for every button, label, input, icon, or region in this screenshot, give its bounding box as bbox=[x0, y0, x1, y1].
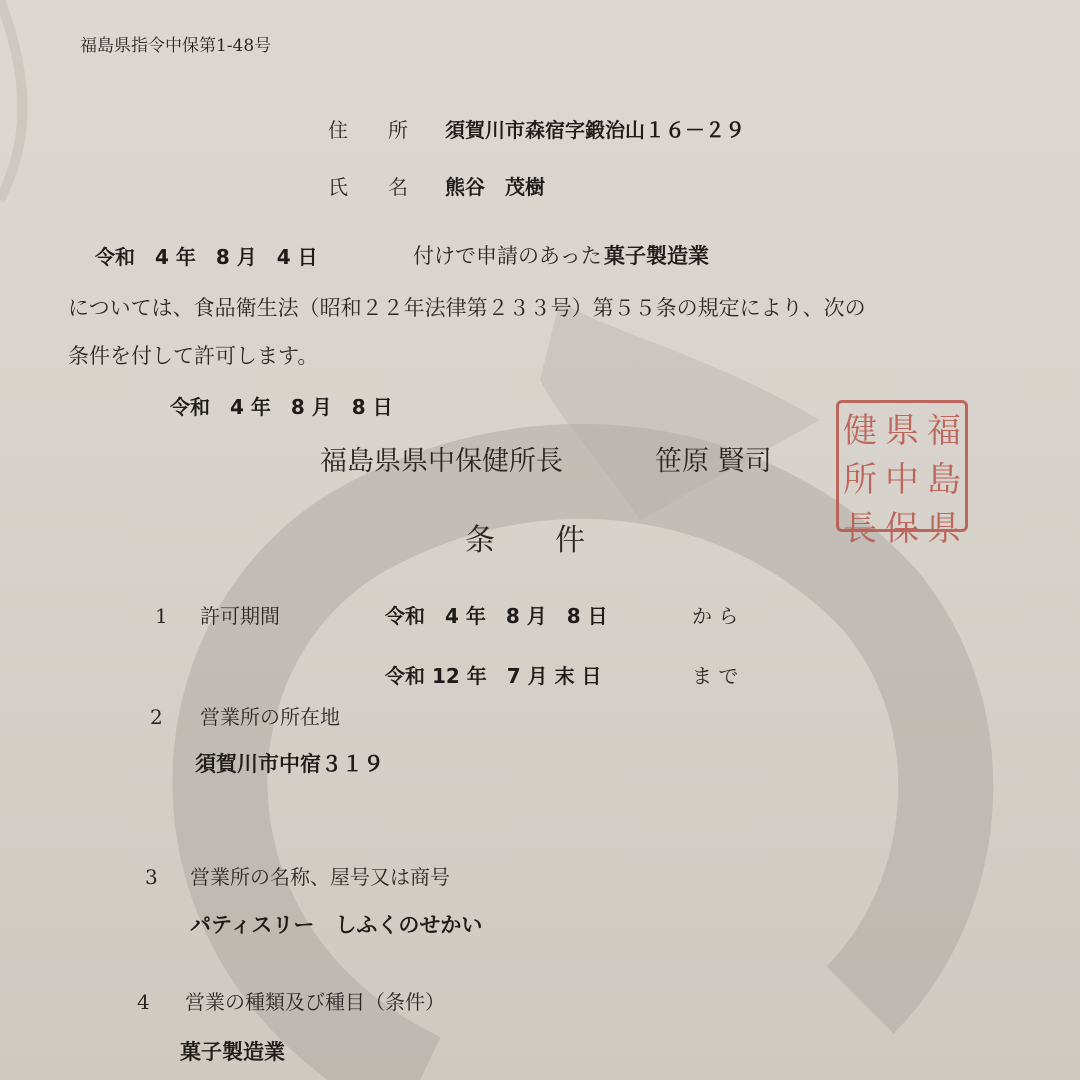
permit-to-date: 令和 12 年 7 月 末 日 bbox=[385, 664, 602, 688]
permit-from-suffix: か ら bbox=[692, 604, 739, 628]
condition-1-label: 許可期間 bbox=[200, 604, 280, 628]
condition-2-number: 2 bbox=[150, 705, 163, 729]
name-value: 熊谷 茂樹 bbox=[445, 175, 545, 199]
name-label: 氏 名 bbox=[328, 175, 408, 199]
seal-character: 県 bbox=[885, 411, 919, 451]
business-category: 菓子製造業 bbox=[180, 1040, 285, 1064]
seal-character: 所 bbox=[843, 460, 877, 500]
watermark-left-curve bbox=[0, 0, 23, 200]
condition-4-number: 4 bbox=[137, 990, 150, 1014]
application-text: 付けで申請のあった bbox=[413, 244, 602, 268]
seal-character: 中 bbox=[885, 460, 919, 500]
condition-3-label: 営業所の名称、屋号又は商号 bbox=[190, 865, 450, 889]
body-line-3: 条件を付して許可します。 bbox=[68, 344, 319, 368]
address-label: 住 所 bbox=[328, 118, 408, 142]
permit-to-suffix: ま で bbox=[692, 664, 739, 688]
issuer-title: 福島県県中保健所長 bbox=[320, 446, 563, 477]
business-name: パティスリー しふくのせかい bbox=[190, 913, 483, 937]
seal-character: 長 bbox=[843, 509, 877, 549]
permit-from-date: 令和 4 年 8 月 8 日 bbox=[385, 604, 608, 628]
condition-1-number: 1 bbox=[155, 604, 168, 628]
address-value: 須賀川市森宿字鍛治山１６－２９ bbox=[445, 118, 745, 142]
conditions-heading: 条件 bbox=[465, 523, 645, 558]
official-seal bbox=[836, 400, 968, 549]
seal-character: 福 bbox=[927, 411, 961, 451]
business-location: 須賀川市中宿３１９ bbox=[195, 752, 384, 776]
condition-3-number: 3 bbox=[145, 865, 158, 889]
seal-character: 島 bbox=[927, 460, 961, 500]
seal-character: 健 bbox=[843, 411, 877, 451]
issuer-name: 笹原 賢司 bbox=[655, 446, 772, 477]
condition-2-label: 営業所の所在地 bbox=[200, 705, 340, 729]
condition-4-label: 営業の種類及び種目（条件） bbox=[185, 990, 445, 1014]
seal-character: 県 bbox=[927, 509, 961, 549]
seal-character: 保 bbox=[885, 509, 919, 549]
document-number: 福島県指令中保第1-48号 bbox=[80, 36, 272, 56]
issue-date: 令和 4 年 8 月 8 日 bbox=[170, 395, 393, 419]
business-type: 菓子製造業 bbox=[604, 244, 709, 268]
application-date: 令和 4 年 8 月 4 日 bbox=[95, 245, 318, 269]
body-line-2: については、食品衛生法（昭和２２年法律第２３３号）第５５条の規定により、次の bbox=[68, 296, 866, 320]
